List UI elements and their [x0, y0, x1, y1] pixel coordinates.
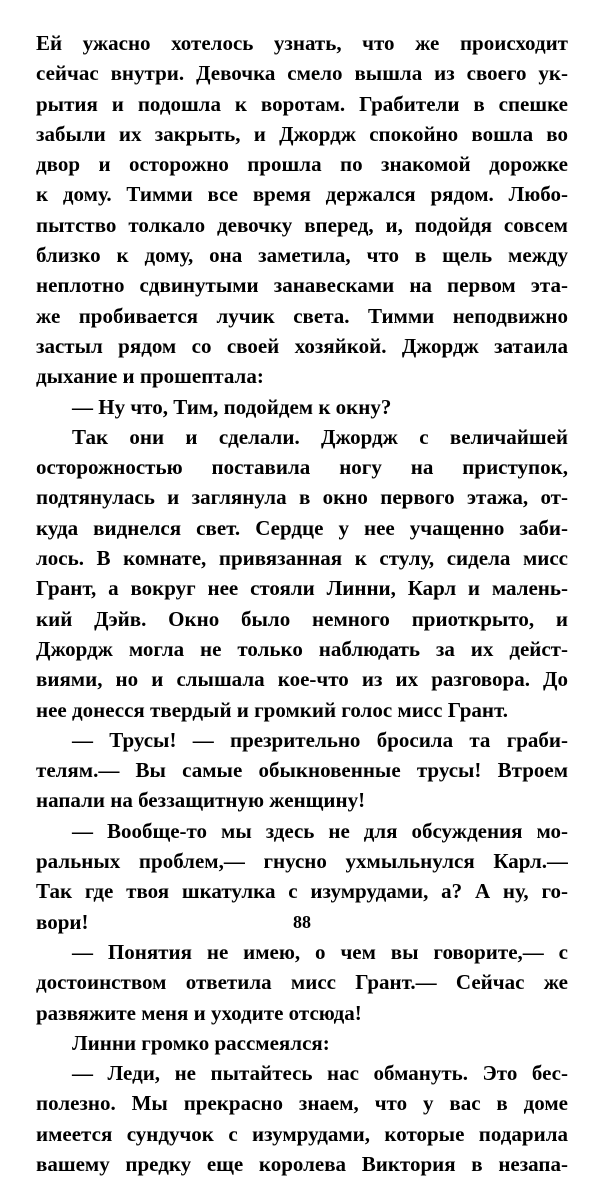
text-line: осторожностью поставила ногу на приступок, [36, 455, 568, 480]
text-line: — Ну что, Тим, подойдем к окну? [72, 394, 392, 419]
text-line: Джордж могла не только наблюдать за их дейст- [36, 636, 568, 661]
text-line: телям.— Вы самые обыкновенные трусы! Втроем [36, 758, 568, 783]
body-text [36, 28, 568, 1179]
text-line: — Трусы! — презрительно бросила та граби- [72, 727, 568, 752]
text-line: имеется сундучок с изумрудами, которые подарила [36, 1121, 568, 1146]
text-line: — Леди, не пытайтесь нас обмануть. Это бес- [72, 1061, 568, 1086]
text-line: Ей ужасно хотелось узнать, что же происходит [36, 31, 568, 55]
text-line: забыли их закрыть, и Джордж спокойно вошла во [36, 121, 568, 146]
text-line: кий Дэйв. Окно было немного приоткрыто, и [36, 606, 568, 631]
text-line: лось. В комнате, привязанная к стулу, сидела мисс [36, 546, 568, 571]
text-line: напали на беззащитную женщину! [36, 788, 366, 813]
text-line: виями, но и слышала кое-что из их разговора. До [36, 667, 568, 692]
text-line: двор и осторожно прошла по знакомой дорожке [36, 152, 568, 177]
text-line: — Вообще-то мы здесь не для обсуждения мо- [72, 818, 568, 843]
text-line: достоинством ответила мисс Грант.— Сейчас же [36, 970, 568, 995]
text-line: дыхание и прошептала: [36, 364, 264, 389]
text-line: нее донесся твердый и громкий голос мисс Грант. [36, 697, 508, 722]
text-line: подтянулась и заглянула в окно первого этажа, от- [36, 485, 568, 510]
text-line: близко к дому, она заметила, что в щель между [36, 243, 568, 268]
text-line: пытство толкало девочку вперед, и, подойдя совсем [36, 212, 568, 237]
book-page [36, 20, 568, 1176]
text-line: застыл рядом со своей хозяйкой. Джордж затаила [36, 333, 568, 358]
text-line: рытия и подошла к воротам. Грабители в спешке [36, 91, 568, 116]
text-line: Грант, а вокруг нее стояли Линни, Карл и малень- [36, 576, 568, 601]
text-line: — Понятия не имею, о чем вы говорите,— с [72, 939, 568, 964]
text-line: вашему предку еще королева Виктория в незапа- [36, 1151, 568, 1176]
text-line: развяжите меня и уходите отсюда! [36, 1000, 362, 1025]
page-number: 88 [293, 912, 311, 932]
text-line: Линни громко рассмеялся: [72, 1030, 330, 1055]
text-line: полезно. Мы прекрасно знаем, что у вас в доме [36, 1091, 568, 1116]
text-line: куда виднелся свет. Сердце у нее учащенно заби- [36, 515, 568, 540]
text-line: неплотно сдвинутыми занавесками на первом эта- [36, 273, 568, 298]
text-line: вори! [36, 909, 89, 934]
text-line: ральных проблем,— гнусно ухмыльнулся Карл.— [36, 849, 568, 874]
text-line: же пробивается лучик света. Тимми неподвижно [36, 303, 568, 328]
text-line: к дому. Тимми все время держался рядом. Любо- [36, 182, 568, 207]
text-line: сейчас внутри. Девочка смело вышла из своего ук- [36, 61, 568, 86]
text-line: Так где твоя шкатулка с изумрудами, а? А ну, го- [36, 879, 568, 904]
text-line: Так они и сделали. Джордж с величайшей [72, 424, 568, 449]
